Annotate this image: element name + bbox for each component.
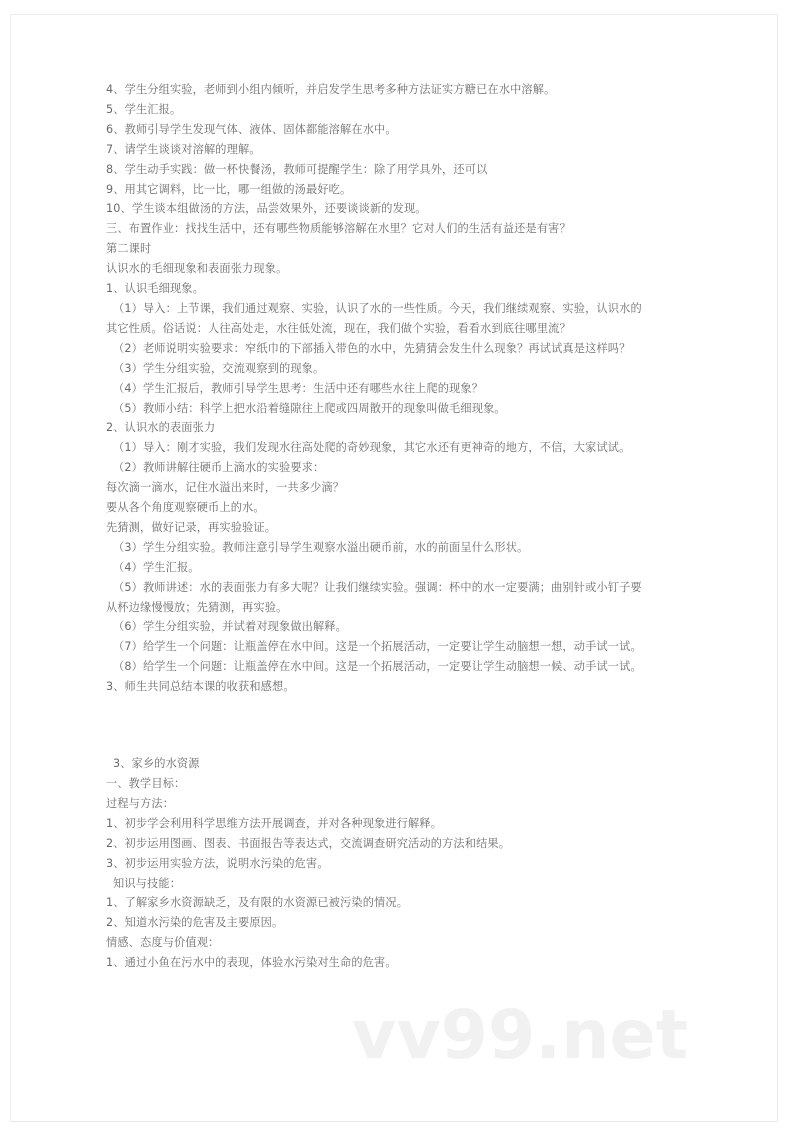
text-line: （1）导入：上节课，我们通过观察、实验，认识了水的一些性质。今天，我们继续观察、实验，认识水的: [113, 301, 642, 315]
text-line: 3、初步运用实验方法，说明水污染的危害。: [106, 856, 329, 870]
text-line: 情感、态度与价值观：: [106, 936, 220, 950]
document-body: [106, 80, 706, 973]
text-line: 5、学生汇报。: [106, 102, 182, 116]
text-line: 4、学生分组实验，老师到小组内倾听，并启发学生思考多种方法证实方糖已在水中溶解。: [106, 83, 556, 96]
text-line: 7、请学生谈谈对溶解的理解。: [106, 142, 261, 156]
text-line: （4）学生汇报后，教师引导学生思考：生活中还有哪些水往上爬的现象？: [113, 381, 484, 395]
text-line: （7）给学生一个问题：让瓶盖停在水中间。这是一个拓展活动，一定要让学生动脑想一想，动手试一试。: [113, 640, 642, 654]
text-line: 10、学生谈本组做汤的方法，品尝效果外，还要谈谈新的发现。: [106, 202, 427, 216]
lesson-section-water-properties: [106, 80, 706, 697]
text-line: 3、师生共同总结本课的收获和感想。: [106, 680, 295, 694]
text-line: 1、了解家乡水资源缺乏，及有限的水资源已被污染的情况。: [106, 896, 409, 910]
text-line: 2、初步运用图画、图表、书面报告等表达式，交流调查研究活动的方法和结果。: [106, 836, 511, 850]
text-line: 第二课时: [106, 242, 152, 256]
text-line: 要从各个角度观察硬币上的水。: [106, 501, 265, 515]
text-line: 6、教师引导学生发现气体、液体、固体都能溶解在水中。: [106, 122, 397, 136]
text-line: （8）给学生一个问题：让瓶盖停在水中间。这是一个拓展活动，一定要让学生动脑想一候、动手试一试。: [113, 660, 642, 674]
text-line: 9、用其它调料，比一比，哪一组做的汤最好吃。: [106, 182, 352, 196]
text-line: 1、初步学会利用科学思维方法开展调查，并对各种现象进行解释。: [106, 816, 443, 830]
text-line: （3）学生分组实验，交流观察到的现象。: [113, 361, 325, 375]
text-line: 其它性质。俗话说：人往高处走，水往低处流，现在，我们做个实验，看看水到底往哪里流？: [106, 321, 571, 335]
text-line: 过程与方法：: [106, 796, 175, 810]
text-line: 从杯边缘慢慢放；先猜测，再实验。: [106, 600, 288, 614]
text-line: 3、家乡的水资源: [113, 757, 200, 771]
text-line: （6）学生分组实验，并试着对现象做出解释。: [113, 620, 348, 634]
text-line: 8、学生动手实践：做一杯快餐汤，教师可提醒学生：除了用学具外，还可以: [106, 162, 488, 176]
text-line: 先猜测，做好记录，再实验验证。: [106, 520, 277, 534]
text-line: （3）学生分组实验。教师注意引导学生观察水溢出硬币前，水的前面呈什么形状。: [113, 540, 529, 554]
text-line: （5）教师讲述：水的表面张力有多大呢？让我们继续实验。强调：杯中的水一定要满；曲别针或小钉子要: [113, 580, 642, 594]
text-line: 1、认识毛细现象。: [106, 282, 204, 296]
watermark: vv99.net: [352, 996, 689, 1075]
text-line: （2）教师讲解往硬币上滴水的实验要求：: [113, 461, 325, 475]
text-line: 1、通过小鱼在污水中的表现，体验水污染对生命的危害。: [106, 956, 397, 970]
text-line: 2、认识水的表面张力: [106, 421, 216, 435]
text-line: 一、教学目标：: [106, 777, 186, 790]
section-gap: [106, 697, 706, 754]
lesson-section-hometown-water-resources: [106, 754, 706, 973]
text-line: （5）教师小结：科学上把水沿着缝隙往上爬或四周散开的现象叫做毛细现象。: [113, 401, 506, 415]
text-line: 2、知道水污染的危害及主要原因。: [106, 916, 284, 930]
text-line: （2）老师说明实验要求：窄纸巾的下部插入带色的水中，先猜猜会发生什么现象？再试试真是这样吗？: [113, 341, 631, 355]
text-line: 认识水的毛细现象和表面张力现象。: [106, 262, 288, 276]
text-line: 三、布置作业：找找生活中，还有哪些物质能够溶解在水里？它对人们的生活有益还是有害？: [106, 222, 571, 236]
text-line: （1）导入：刚才实验，我们发现水往高处爬的奇妙现象，其它水还有更神奇的地方，不信，大家试试。: [113, 441, 631, 455]
text-line: （4）学生汇报。: [113, 560, 200, 574]
text-line: 每次滴一滴水，记住水溢出来时，一共多少滴？: [106, 481, 345, 495]
text-line: 知识与技能：: [113, 876, 182, 890]
